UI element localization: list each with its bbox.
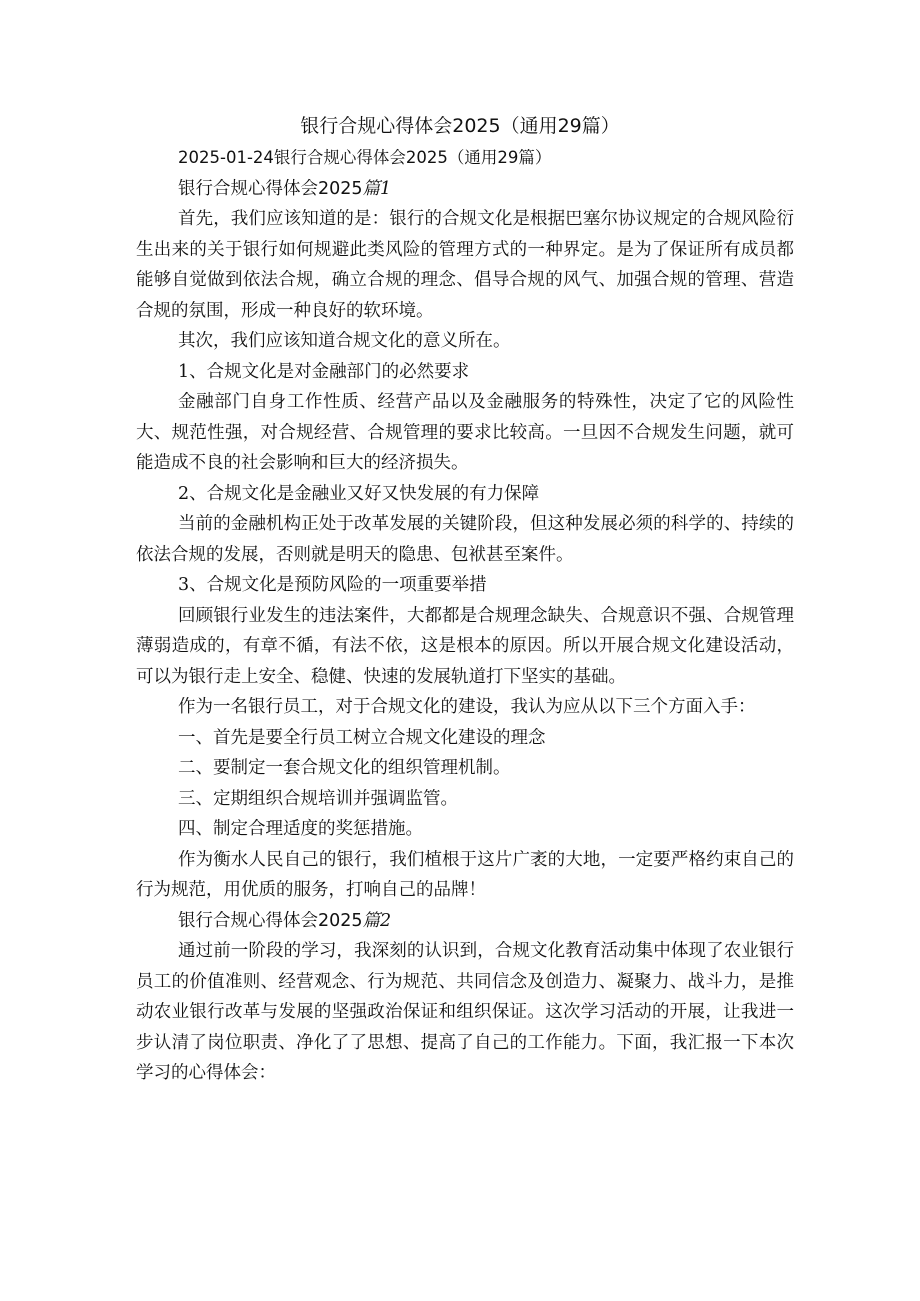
section-heading-2 [136, 906, 794, 937]
paragraph: 当前的金融机构正处于改革发展的关键阶段，但这种发展必须的科学的、持续的依法合规的发展，否则就是明天的隐患、包袱甚至案件。 [136, 514, 794, 565]
section-heading-1-prefix: 银行合规心得体会 [178, 178, 318, 199]
meta-line: 2025-01-24银行合规心得体会2025（通用29篇） [178, 148, 552, 167]
document-title: 银行合规心得体会2025（通用29篇） [300, 115, 620, 137]
paragraph: 其次，我们应该知道合规文化的意义所在。 [178, 331, 511, 351]
paragraph: 首先，我们应该知道的是：银行的合规文化是根据巴塞尔协议规定的合规风险衍生出来的关于银行如何规避此类风险的管理方式的一种界定。是为了保证所有成员都能够自觉做到依法合规，确立合规的理念、倡导合规的风气、加强合规的管理、营造合规的氛围，形成一种良好的软环境。 [136, 209, 794, 321]
paragraph: 通过前一阶段的学习，我深刻的认识到，合规文化教育活动集中体现了农业银行员工的价值准则、经营观念、行为规范、共同信念及创造力、凝聚力、战斗力，是推动农业银行改革与发展的坚强政治保证和组织保证。这次学习活动的开展，让我进一步认清了岗位职责、净化了了思想、提高了自己的工作能力。下面，我汇报一下本次学习的心得体会： [136, 941, 794, 1083]
section-heading-2-prefix: 银行合规心得体会 [178, 910, 318, 931]
paragraph: 回顾银行业发生的违法案件，大都都是合规理念缺失、合规意识不强、合规管理薄弱造成的，有章不循，有法不依，这是根本的原因。所以开展合规文化建设活动，可以为银行走上安全、稳健、快速的发展轨道打下坚实的基础。 [136, 605, 794, 687]
section-heading-2-number: 篇2 [362, 910, 392, 931]
section-heading-1-number: 篇1 [362, 178, 392, 199]
paragraph: 金融部门自身工作性质、经营产品以及金融服务的特殊性，决定了它的风险性大、规范性强，对合规经营、合规管理的要求比较高。一旦因不合规发生问题，就可能造成不良的社会影响和巨大的经济损失。 [136, 392, 794, 473]
section-heading-1-year: 2025 [318, 178, 363, 199]
list-item: 三、定期组织合规培训并强调监管。 [178, 788, 458, 809]
list-heading: 1、合规文化是对金融部门的必然要求 [178, 361, 470, 382]
list-heading: 2、合规文化是金融业又好又快发展的有力保障 [178, 483, 540, 504]
list-item: 一、首先是要全行员工树立合规文化建设的理念 [178, 727, 546, 748]
document-body [136, 143, 794, 1089]
list-item: 四、制定合理适度的奖惩措施。 [178, 819, 423, 839]
paragraph: 作为衡水人民自己的银行，我们植根于这片广袤的大地，一定要严格约束自己的行为规范，用优质的服务，打响自己的品牌！ [136, 849, 794, 900]
section-heading-2-year: 2025 [318, 910, 363, 931]
list-heading: 3、合规文化是预防风险的一项重要举措 [178, 575, 487, 595]
list-item: 二、要制定一套合规文化的组织管理机制。 [178, 758, 511, 778]
section-heading-1 [136, 174, 794, 205]
paragraph: 作为一名银行员工，对于合规文化的建设，我认为应从以下三个方面入手： [178, 697, 756, 717]
